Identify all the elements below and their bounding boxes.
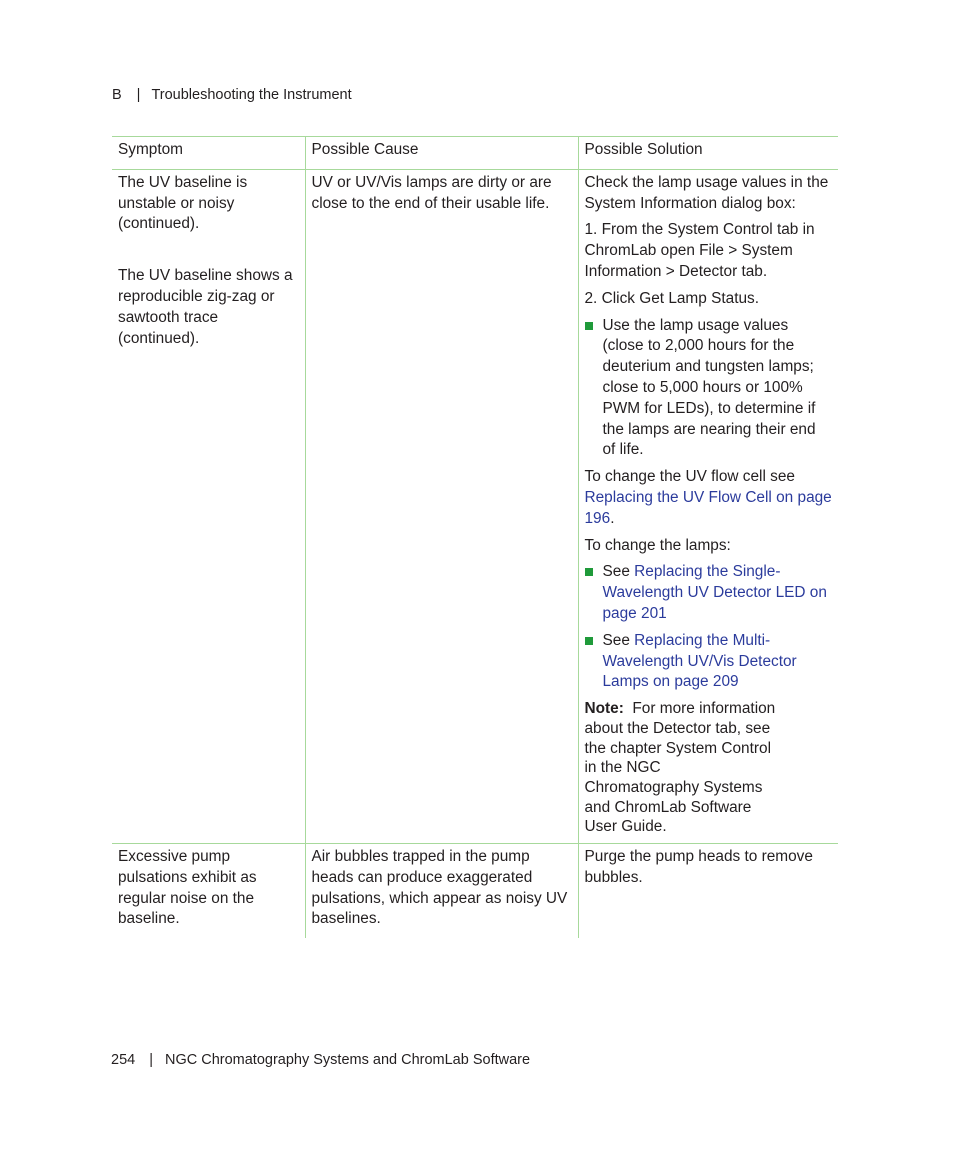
table-header-row	[112, 137, 838, 170]
note-line: in the NGC	[584, 759, 661, 777]
note-line: and ChromLab Software	[584, 798, 752, 816]
running-header	[112, 87, 352, 103]
book-title: NGC Chromatography Systems and ChromLab Software	[164, 1052, 531, 1068]
lamps-paragraph: To change the lamps:	[584, 536, 731, 554]
bullet-square-icon	[585, 322, 593, 330]
bullet-item	[585, 631, 833, 693]
symptom-text: The UV baseline shows a reproducible zig-zag or sawtooth trace (continued).	[118, 267, 293, 347]
bullet-text: Use the lamp usage values (close to 2,000 hours for the deuterium and tungsten lamps; close to 5,000 hours or 100% PWM for LEDs), to determine if the lamps are nearing their end of life.	[602, 316, 816, 459]
solution-cell: Purge the pump heads to remove bubbles.	[578, 844, 838, 939]
bullet-item	[585, 316, 833, 462]
bullet-item	[585, 562, 833, 624]
table-row	[112, 844, 838, 939]
note-line: the chapter System Control	[584, 739, 771, 757]
column-header-solution: Possible Solution	[578, 137, 838, 170]
note-line: For more information	[632, 700, 776, 718]
chapter-title: Troubleshooting the Instrument	[151, 87, 352, 103]
see-label: See	[602, 631, 635, 649]
flow-cell-link[interactable]: Replacing the UV Flow Cell on page 196	[584, 488, 832, 527]
see-label: See	[602, 563, 635, 581]
header-separator: |	[136, 87, 141, 103]
cause-cell: UV or UV/Vis lamps are dirty or are close to the end of their usable life.	[305, 169, 578, 843]
solution-cell	[578, 169, 838, 843]
single-wavelength-link[interactable]: Replacing the Single-Wavelength UV Detector LED on page 201	[602, 563, 827, 622]
flow-cell-end: .	[610, 509, 615, 527]
cause-cell: Air bubbles trapped in the pump heads can produce exaggerated pulsations, which appear as noisy UV baselines.	[305, 844, 578, 939]
note-label: Note:	[584, 700, 624, 718]
multi-wavelength-link[interactable]: Replacing the Multi-Wavelength UV/Vis Detector Lamps on page 209	[602, 631, 797, 691]
column-header-cause: Possible Cause	[305, 137, 578, 170]
page-number: 254	[111, 1052, 136, 1068]
footer-separator: |	[149, 1052, 153, 1068]
column-header-symptom: Symptom	[112, 137, 305, 170]
bullet-square-icon	[585, 637, 593, 645]
symptom-text: The UV baseline is unstable or noisy (continued).	[118, 173, 248, 233]
flow-cell-paragraph	[585, 467, 833, 529]
table-row	[112, 169, 838, 843]
note-line: Chromatography Systems	[584, 778, 763, 796]
solution-step-1: 1. From the System Control tab in ChromLab open File > System Information > Detector tab.	[584, 221, 815, 280]
solution-step-2: 2. Click Get Lamp Status.	[584, 289, 759, 307]
symptom-cell: Excessive pump pulsations exhibit as regular noise on the baseline.	[118, 848, 257, 928]
note-block	[585, 699, 833, 837]
chapter-letter: B	[112, 87, 122, 103]
flow-cell-text: To change the UV flow cell see	[584, 468, 795, 486]
bullet-square-icon	[585, 568, 593, 576]
symptom-cell	[112, 169, 305, 843]
note-line: about the Detector tab, see	[584, 719, 771, 737]
troubleshooting-table	[112, 136, 838, 938]
note-line: User Guide.	[584, 818, 667, 836]
solution-intro: Check the lamp usage values in the System Information dialog box:	[584, 173, 829, 212]
running-footer	[111, 1052, 530, 1068]
